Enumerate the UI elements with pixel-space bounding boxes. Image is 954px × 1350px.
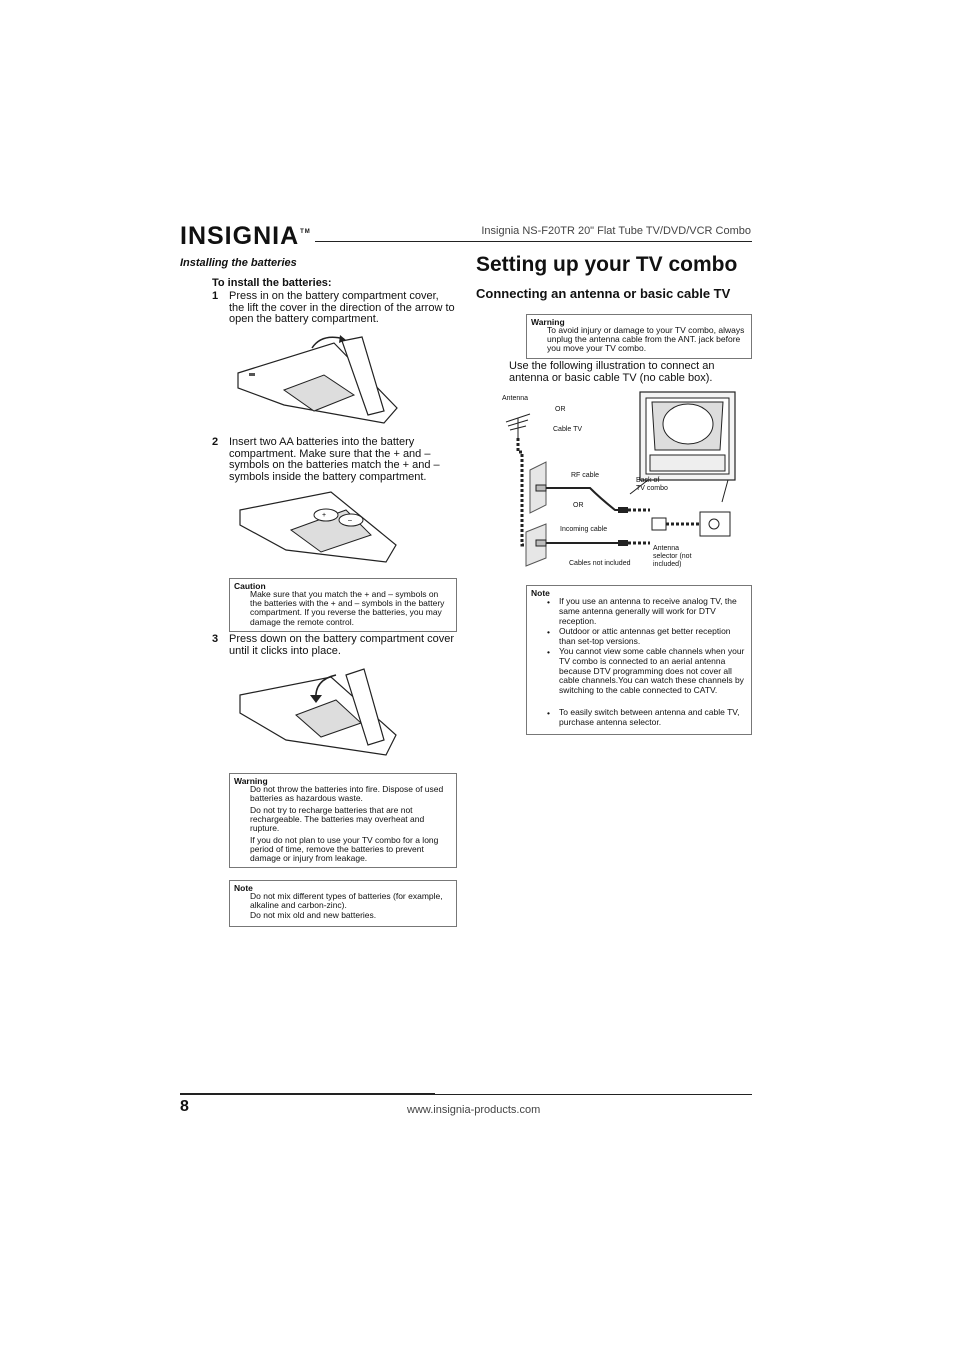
label-antenna: Antenna — [502, 395, 529, 402]
page-title: Setting up your TV combo — [476, 253, 738, 276]
step-number: 2 — [212, 436, 219, 448]
note-paragraph: Do not mix old and new batteries. — [250, 910, 377, 920]
note-label: Note — [234, 883, 253, 893]
warning-paragraph: If you do not plan to use your TV combo for a long period of time, remove the batteries to prevent damage or injury from leakage. — [250, 835, 439, 864]
step-2 — [212, 437, 452, 485]
step-number: 3 — [212, 633, 219, 645]
warning-text: To avoid injury or damage to your TV combo, always unplug the antenna cable from the ANT. jack before you move your TV combo. — [547, 325, 745, 354]
note-bullet: You cannot view some cable channels when your TV combo is connected to an aerial antenna because DTV programming does not cover all cable channels.You can watch these channels by switching to the cable connected to CATV. — [559, 646, 745, 696]
label-back-of-tv — [636, 477, 668, 493]
wall-plate-cable — [526, 524, 546, 566]
note-box-antenna — [526, 585, 752, 735]
note-box-batteries — [229, 880, 457, 927]
warning-box-batteries — [229, 773, 457, 868]
remote-insert-batteries-illustration — [236, 490, 400, 572]
section-label: Installing the batteries — [180, 257, 297, 269]
step-3 — [212, 634, 452, 658]
warning-paragraph: Do not throw the batteries into fire. Dispose of used batteries as hazardous waste. — [250, 784, 444, 804]
remote-close-cover-illustration — [236, 665, 400, 763]
label-line: Back of — [636, 477, 660, 484]
antenna-icon — [506, 414, 530, 438]
note-bullet: If you use an antenna to receive analog TV, the same antenna generally will work for DTV reception. — [559, 596, 737, 626]
brand-logo — [180, 222, 311, 251]
label-line: selector (not — [653, 553, 692, 560]
label-line: included) — [653, 561, 682, 568]
caution-label: Caution — [234, 581, 266, 591]
label-or: OR — [573, 502, 584, 509]
label-cables-not-included: Cables not included — [569, 560, 631, 567]
intro-paragraph: Use the following illustration to connect an antenna or basic cable TV (no cable box). — [509, 360, 715, 384]
step-text: Insert two AA batteries into the battery compartment. Make sure that the + and – symbols on the batteries match the + and – symbols inside the battery compartment. — [229, 436, 440, 483]
footer-url: www.insignia-products.com — [407, 1104, 541, 1116]
antenna-connection-diagram — [500, 390, 740, 575]
page-number: 8 — [180, 1098, 189, 1115]
warning-label: Warning — [234, 776, 268, 786]
label-cable-tv: Cable TV — [553, 426, 583, 433]
header-rule — [315, 241, 752, 242]
label-line: TV combo — [636, 485, 668, 492]
brand-name: INSIGNIA — [180, 222, 300, 250]
trademark: TM — [300, 229, 311, 235]
svg-text:–: – — [348, 517, 352, 524]
note-label: Note — [531, 588, 550, 598]
procedure-title: To install the batteries: — [212, 277, 332, 289]
caution-text: Make sure that you match the + and – symbols on the batteries with the + and – symbols in the battery compartment. If you reverse the batteries, you may damage the remote control. — [250, 589, 445, 627]
step-number: 1 — [212, 290, 219, 302]
bullet-icon: • — [547, 627, 550, 637]
label-incoming-cable: Incoming cable — [560, 526, 608, 533]
note-bullet: To easily switch between antenna and cable TV, purchase antenna selector. — [559, 707, 740, 727]
step-1 — [212, 290, 455, 327]
bullet-icon: • — [547, 708, 550, 718]
label-or: OR — [555, 406, 566, 413]
step-text: Press in on the battery compartment cover, the lift the cover in the direction of the arrow to open the battery compartment. — [229, 290, 455, 325]
remote-open-cover-illustration — [234, 333, 400, 433]
label-antenna-selector — [653, 545, 692, 569]
wall-plate-rf — [530, 462, 546, 513]
document-title: Insignia NS-F20TR 20" Flat Tube TV/DVD/VCR Combo — [481, 225, 751, 237]
note-paragraph: Do not mix different types of batteries (for example, alkaline and carbon-zinc). — [250, 891, 443, 911]
label-line: Antenna — [653, 545, 680, 552]
note-bullet: Outdoor or attic antennas get better reception than set-top versions. — [559, 626, 731, 646]
bullet-icon: • — [547, 597, 550, 607]
warning-label: Warning — [531, 317, 565, 327]
svg-text:+: + — [322, 512, 327, 519]
warning-box-antenna — [526, 314, 752, 359]
warning-paragraph: Do not try to recharge batteries that are not rechargeable. The batteries may overheat and rupture. — [250, 805, 425, 834]
caution-box — [229, 578, 457, 632]
footer-rule-accent — [180, 1093, 435, 1095]
section-subtitle: Connecting an antenna or basic cable TV — [476, 286, 731, 301]
step-text: Press down on the battery compartment cover until it clicks into place. — [229, 633, 454, 657]
bullet-icon: • — [547, 647, 550, 657]
label-rf-cable: RF cable — [571, 472, 600, 479]
